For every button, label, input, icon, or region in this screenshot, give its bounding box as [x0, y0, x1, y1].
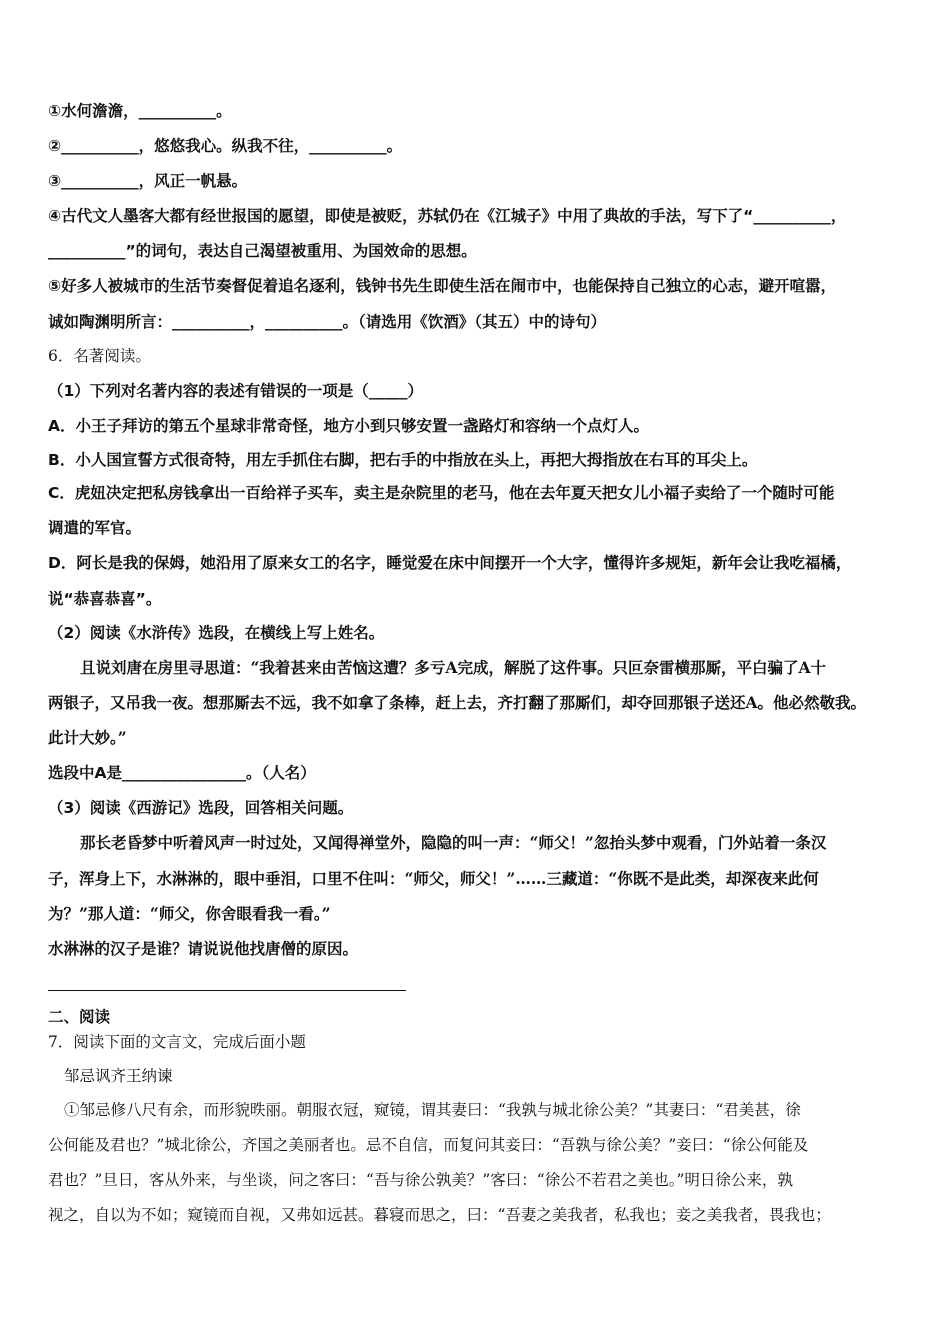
section2-title: 二、阅读: [48, 1008, 111, 1026]
q6-option-b: B．小人国宣誓方式很奇特，用左手抓住右脚，把右手的中指放在头上，再把大拇指放在右耳的耳尖上。: [48, 451, 758, 469]
q6-title: 6．名著阅读。: [48, 347, 151, 365]
shuihu-line1: 且说刘唐在房里寻思道：“我着甚来由苦恼这遭？多亏A完成，解脱了这件事。只叵奈雷横那厮，平白骗了A十: [80, 658, 826, 677]
poem-q3: ③__________，风正一帆悬。: [48, 172, 248, 190]
essay-p1-line4: 视之，自以为不如；窥镜而自视，又弗如远甚。暮寝而思之，曰：“吾妻之美我者，私我也；妾之美我者，畏我也；: [48, 1206, 831, 1224]
poem-q4-line2: __________”的词句，表达自己渴望被重用、为国效命的思想。: [48, 242, 477, 260]
xiyouji-line1: 那长老昏梦中听着风声一时过处，又闻得禅堂外，隐隐的叫一声：“师父！”忽抬头梦中观看，门外站着一条汉: [80, 833, 827, 852]
q7-prompt: 7．阅读下面的文言文，完成后面小题: [48, 1033, 306, 1051]
q6-sub2: （2）阅读《水浒传》选段，在横线上写上姓名。: [48, 624, 385, 642]
essay-title: 邹忌讽齐王纳谏: [64, 1067, 173, 1085]
q6-sub1: （1）下列对名著内容的表述有错误的一项是（_____）: [48, 382, 424, 400]
xiyouji-line3: 为？”那人道：“师父，你舍眼看我一看。”: [48, 904, 331, 923]
q6-option-d-line1: D．阿长是我的保姆，她沿用了原来女工的名字，睡觉爱在床中间摆开一个大字，懂得许多规矩，新年会让我吃福橘，: [48, 554, 852, 572]
shuihu-line2: 两银子，又吊我一夜。想那厮去不远，我不如拿了条棒，赶上去，齐打翻了那厮们，却夺回那银子送还A。他必然敬我。: [48, 693, 867, 712]
poem-q5-line2: 诚如陶渊明所言：__________，__________。（请选用《饮酒》（其五）中的诗句）: [48, 313, 607, 331]
q6-option-a: A．小王子拜访的第五个星球非常奇怪，地方小到只够安置一盏路灯和容纳一个点灯人。: [48, 417, 649, 435]
essay-p1-line2: 公何能及君也？”城北徐公，齐国之美丽者也。忌不自信，而复问其妾曰：“吾孰与徐公美？”妾曰：“徐公何能及: [48, 1136, 809, 1154]
poem-q1: ①水何澹澹，__________。: [48, 102, 232, 120]
q6-option-c-line1: C．虎妞决定把私房钱拿出一百给祥子买车，卖主是杂院里的老马，他在去年夏天把女儿小福子卖给了一个随时可能: [48, 484, 835, 502]
q6-sub3: （3）阅读《西游记》选段，回答相关问题。: [48, 799, 354, 817]
essay-p1-line3: 君也？”旦日，客从外来，与坐谈，问之客曰：“吾与徐公孰美？”客曰：“徐公不若君之美也。”明日徐公来，孰: [48, 1171, 793, 1189]
essay-p1-line1: ①邹忌修八尺有余，而形貌昳丽。朝服衣冠，窥镜，谓其妻曰：“我孰与城北徐公美？”其妻曰：“君美甚，徐: [64, 1101, 801, 1119]
xiyouji-line2: 子，浑身上下，水淋淋的，眼中垂泪，口里不住叫：“师父，师父！”……三藏道：“你既不是此类，却深夜来此何: [48, 869, 819, 888]
poem-q5-line1: ⑤好多人被城市的生活节奏督促着追名逐利，钱钟书先生即使生活在闹市中，也能保持自己独立的心志，避开喧嚣，: [48, 277, 837, 295]
shuihu-question: 选段中A是________________。（人名）: [48, 764, 316, 782]
xiyouji-question: 水淋淋的汉子是谁？请说说他找唐僧的原因。: [48, 940, 359, 958]
q6-option-d-line2: 说“恭喜恭喜”。: [48, 590, 162, 608]
answer-line: [48, 990, 406, 991]
shuihu-line3: 此计大妙。”: [48, 728, 127, 747]
poem-q2: ②__________，悠悠我心。纵我不往，__________。: [48, 137, 403, 155]
q6-option-c-line2: 调遣的军官。: [48, 519, 142, 537]
poem-q4-line1: ④古代文人墨客大都有经世报国的愿望，即使是被贬，苏轼仍在《江城子》中用了典故的手法，写下了“__________，: [48, 207, 847, 225]
